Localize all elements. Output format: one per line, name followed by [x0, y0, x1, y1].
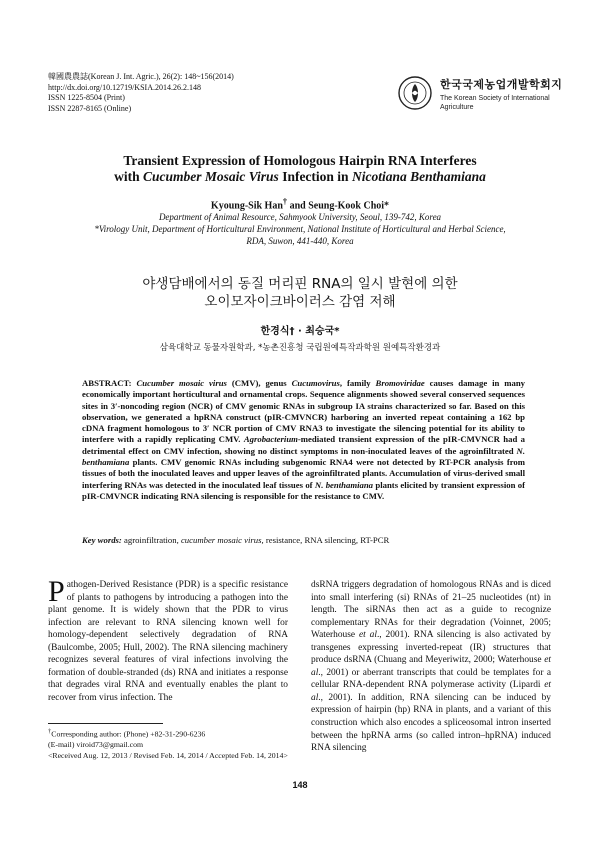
citation: 韓國農農誌(Korean J. Int. Agric.), 26(2): 148~156(2014): [48, 72, 234, 81]
footnote: †Corresponding author: (Phone) +82-31-290-6236 (E-mail) viroid73@gmail.com <Received Aug. 12, 2013 / Revised Feb. 14, 2014 / Accepted Feb. 14, 2014>: [48, 728, 288, 760]
issn-print: ISSN 1225-8504 (Print): [48, 93, 125, 102]
footnote-rule: [48, 723, 163, 724]
korean-affiliation: 삼육대학교 동물자원학과, *농촌진흥청 국립원예특작과학원 원예특작환경과: [159, 343, 441, 353]
society-emblem-icon: [398, 76, 432, 110]
authors: Kyoung-Sik Han† and Seung-Kook Choi*: [210, 197, 390, 212]
doi-link[interactable]: http://dx.doi.org/10.12719/KSIA.2014.26.2.148: [48, 82, 201, 92]
paper-title: Transient Expression of Homologous Hairpin RNA Interferes with Cucumber Mosaic Virus Infection in Nicotiana Benthamiana: [114, 153, 486, 184]
abstract: ABSTRACT: Cucumber mosaic virus (CMV), genus Cucumovirus, family Bromoviridae causes damage in many economically important horticultural and ornamental crops. Sequence alignments showed several conserved sequences sites in 3′-noncoding region (NCR) of CMV genomic RNAs in subgroup IA strains characterized so far. Based on this observation, we generated a hpRNA construct (pIR-CMVNCR) harboring an inverted repeat containing a 162 bp cDNA fragment homologous to 3′ NCR portion of CMV RNA3 to investigate the silencing potential for its ability to interfere with a rapidly replicating CMV. Agrobacterium-mediated transient expression of the pIR-CMVNCR had a detrimental effect on CMV infection, showing no distinct symptoms in non-inoculated leaves of the agroinfiltrated N. benthamiana plants. CMV genomic RNAs including subgenomic RNA4 were not detected by RT-PCR analysis from tissues of both the inoculated leaves and upper leaves of the agroinfiltrated plants. Accumulation of virus-derived small interfering RNAs was detected in the inoculated leaf tissues of N. benthamiana plants elicited by transient expression of pIR-CMVNCR indicating RNA silencing is responsible for the resistance to CMV.: [82, 378, 526, 501]
keywords: Key words: agroinfiltration, cucumber mosaic virus, resistance, RNA silencing, RT-PCR: [82, 535, 390, 545]
society-name-ko: 한국국제농업개발학회지: [440, 79, 563, 91]
affiliations: Department of Animal Resource, Sahmyook University, Seoul, 139-742, Korea *Virology Unit, Department of Horticultural Environment, National Institute of Horticultural and Herbal Science, RDA, Suwon, 441-440, Korea: [94, 212, 506, 246]
korean-authors: 한경식† · 최승국*: [260, 326, 340, 337]
drop-cap: P: [48, 575, 65, 608]
issn-online: ISSN 2287-8165 (Online): [48, 103, 132, 113]
society-name: [440, 76, 562, 112]
journal-header: [48, 72, 234, 114]
page-number: 148: [292, 780, 308, 790]
society-name-en: The Korean Society of International Agriculture: [440, 95, 550, 111]
korean-title: 야생담배에서의 동질 머리핀 RNA의 일시 발현에 의한 오이모자이크바이러스 감염 저해: [142, 276, 458, 310]
body-right-column: dsRNA triggers degradation of homologous RNAs and is diced into small interfering (si) RNAs of 21–25 nucleotides (nt) in length. The siRNAs then act as a guide to recognize complementary RNAs for their degradation (Voinnet, 2005; Waterhouse et al., 2001). RNA silencing is also activated by transgenes expressing inverted-repeat (IR) structures that produce dsRNA (Chuang and Meyeriwitz, 2000; Waterhouse et al., 2001) or aberrant transcripts that could be templates for a cellular RNA-dependent RNA polymerase activity (Lipardi et al., 2001). In addition, RNA silencing can be induced by expression of hairpin (hp) RNA in plants, and a variant of this construction which also encodes a spliceosomal intron inserted between the hpRNA arms (so called intron–hpRNA) induced RNA silencing: [311, 580, 551, 754]
body-left-column: Pathogen-Derived Resistance (PDR) is a specific resistance of plants to pathogens by introducing a pathogen into the plant genome. It is widely shown that the PDR to virus infection are relevant to RNA silencing known well for homology-dependent selectively degradation of RNA (Baulcombe, 2005; Hull, 2002). The RNA silencing machinery recognizes several features of viral infections involving the formation of double-stranded (ds) RNA and initiates a response that degrades viral RNA and eventually enables the plant to recover from virus infection. The: [48, 575, 288, 703]
abstract-label: ABSTRACT:: [82, 378, 132, 388]
